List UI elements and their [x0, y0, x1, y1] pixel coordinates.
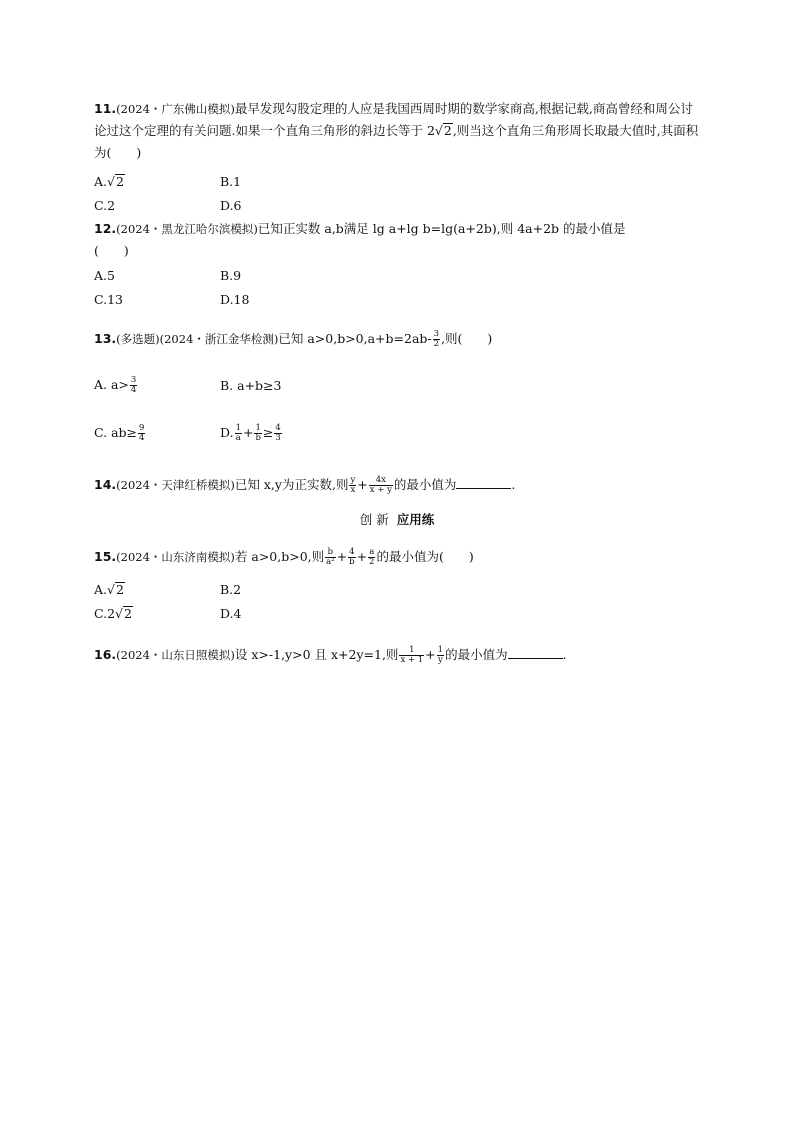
question-16: 16.(2024・山东日照模拟)设 x>-1,y>0 且 x+2y=1,则 $\frac{1}{x + 1}$ + $\frac{1}{y}$ 的最小值为 .	[94, 645, 567, 665]
option-b[interactable]: B.1	[220, 174, 242, 189]
option-a[interactable]: A.√2	[94, 174, 124, 189]
question-text: 设 x>-1,y>0 且 x+2y=1,则	[234, 647, 399, 662]
question-12	[94, 218, 704, 262]
option-b[interactable]: B.2	[220, 582, 242, 597]
question-text-cont: ,则当这个直角三角形周长取最大值时,其面积为( )	[94, 123, 699, 160]
fraction: $\frac{1}{y}$	[437, 645, 444, 665]
question-15: 15.(2024・山东济南模拟)若 a>0,b>0,则 $\frac{b}{\text{a²}}$ + $\frac{4}{b}$ + $\frac{a}{2}$ 的最小值为( )	[94, 547, 474, 567]
question-source: (多选题)(2024・浙江金华检测)	[116, 332, 279, 346]
question-text-cont: 的最小值为	[445, 647, 508, 662]
option-b[interactable]: B. a+b≥3	[220, 378, 282, 393]
question-13	[94, 328, 704, 350]
question-text: 已知 x,y为正实数,则	[234, 477, 349, 492]
option-a[interactable]: A.√2	[94, 582, 124, 597]
section-heading	[0, 510, 794, 528]
question-text: 已知正实数 a,b满足 lg a+lg b=lg(a+2b),则 4a+2b 的最小值是	[257, 221, 626, 236]
fraction: $\frac{1}{x + 1}$	[400, 645, 424, 665]
option-d[interactable]: D.4	[220, 606, 242, 621]
option-c[interactable]: C.13	[94, 292, 123, 307]
sqrt-symbol: √2	[107, 582, 124, 597]
sqrt-radicand: 2	[443, 123, 452, 138]
question-source: (2024・黑龙江哈尔滨模拟)	[116, 222, 258, 236]
option-c[interactable]: C.2√2	[94, 606, 132, 621]
question-source: (2024・山东日照模拟)	[116, 648, 235, 662]
option-a[interactable]: A. a> $\frac{3}{4}$	[94, 375, 137, 395]
section-title-left: 创 新	[359, 512, 389, 527]
question-number: 14.	[94, 477, 117, 492]
question-text-cont: 的最小值为( )	[376, 549, 474, 564]
question-text: 已知 a>0,b>0,a+b=2ab-	[278, 331, 432, 346]
section-title-right: 应用练	[396, 512, 435, 527]
option-d[interactable]: D.18	[220, 292, 250, 307]
fraction: $\frac{3}{2}$	[433, 329, 440, 349]
question-number: 12.	[94, 221, 117, 236]
fraction: $\frac{4}{b}$	[349, 547, 355, 567]
option-c[interactable]: C.2	[94, 198, 116, 213]
answer-blank[interactable]	[508, 646, 563, 659]
option-d[interactable]: D.6	[220, 198, 242, 213]
question-11	[94, 98, 704, 164]
sqrt-symbol: √2	[115, 606, 132, 621]
question-14: 14.(2024・天津红桥模拟)已知 x,y为正实数,则 $\frac{y}{x}$ + $\frac{4x}{x + y}$ 的最小值为 .	[94, 475, 516, 495]
question-number: 11.	[94, 101, 117, 116]
question-text: 若 a>0,b>0,则	[234, 549, 325, 564]
question-source: (2024・广东佛山模拟)	[116, 102, 235, 116]
question-text-cont: ,则( )	[441, 331, 493, 346]
question-source: (2024・天津红桥模拟)	[116, 478, 235, 492]
question-text-cont: 的最小值为	[393, 477, 457, 492]
answer-paren: ( )	[94, 243, 129, 258]
question-number: 16.	[94, 647, 117, 662]
fraction: $\frac{y}{x}$	[350, 475, 356, 495]
question-number: 15.	[94, 549, 117, 564]
fraction: $\frac{b}{\text{a²}}$	[326, 547, 335, 567]
fraction: $\frac{a}{2}$	[369, 547, 375, 567]
option-b[interactable]: B.9	[220, 268, 242, 283]
question-source: (2024・山东济南模拟)	[116, 550, 235, 564]
option-a[interactable]: A.5	[94, 268, 115, 283]
option-d[interactable]: D. $\frac{1}{a}$ + $\frac{1}{b}$ ≥ $\frac{4}{3}$	[220, 423, 281, 443]
question-number: 13.	[94, 331, 117, 346]
sqrt-symbol: √2	[434, 123, 452, 138]
fraction: $\frac{4x}{x + y}$	[369, 475, 392, 495]
option-c[interactable]: C. ab≥ $\frac{9}{4}$	[94, 423, 145, 443]
sqrt-symbol: √2	[107, 174, 124, 189]
answer-blank[interactable]	[456, 476, 511, 489]
question-text: 最早发现勾股定理的人应是我国西周时期的数学家商高,根据记载,商高曾经和周公讨论过这个定理的有关问题.如果一个直角三角形的斜边长等于 2	[94, 101, 693, 138]
